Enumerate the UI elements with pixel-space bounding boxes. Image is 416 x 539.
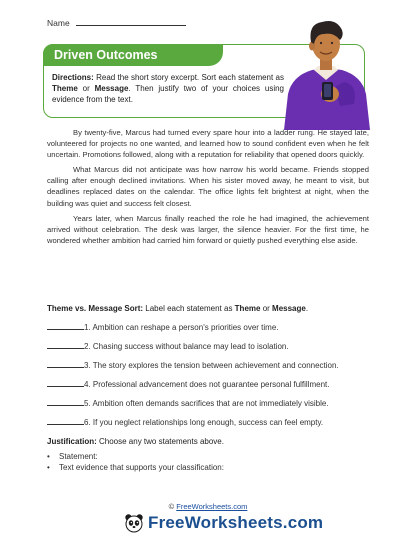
sort-statement <box>47 322 377 341</box>
statement-text: 6. If you neglect relationships long enough, success can feel empty. <box>84 418 324 427</box>
justification-heading-rest: Choose any two statements above. <box>96 437 224 446</box>
brand-name: FreeWorksheets.com <box>148 513 324 532</box>
footer-link[interactable]: FreeWorksheets.com <box>176 502 248 511</box>
answer-blank[interactable] <box>47 360 84 368</box>
answer-blank[interactable] <box>47 398 84 406</box>
directions-label: Directions: <box>52 73 94 82</box>
answer-blank[interactable] <box>47 341 84 349</box>
sort-statement <box>47 341 377 360</box>
story-excerpt <box>47 127 369 250</box>
sort-message-word: Message <box>272 304 306 313</box>
directions-or-word: or <box>77 84 95 94</box>
name-line[interactable] <box>76 18 186 26</box>
statement-text: 2. Chasing success without balance may lead to isolation. <box>84 342 289 351</box>
name-label: Name <box>47 18 70 28</box>
sort-period: . <box>305 304 309 313</box>
directions-theme-word: Theme <box>52 84 78 94</box>
statement-text: 4. Professional advancement does not guarantee personal fulfillment. <box>84 380 330 389</box>
directions-text <box>52 72 284 106</box>
statement-text: 5. Ambition often demands sacrifices that are not immediately visible. <box>84 399 329 408</box>
sort-statement <box>47 417 377 436</box>
panda-icon <box>124 513 144 533</box>
justification-heading <box>47 437 224 446</box>
worksheet-title: Driven Outcomes <box>54 48 158 62</box>
answer-blank[interactable] <box>47 417 84 425</box>
story-paragraph-1: By twenty-five, Marcus had turned every spare hour into a ladder rung. He stayed late, volunteered for projects no one wanted, and learned how to sound confident even when he felt uncertain. Promotions followed, along with a reputation for reliability that opened doors quickly. <box>47 128 369 160</box>
bullet-statement: • Statement: <box>47 452 224 463</box>
directions-part1: Read the short story excerpt. Sort each statement as <box>93 73 284 82</box>
bullet-evidence: • Text evidence that supports your classification: <box>47 463 224 474</box>
story-paragraph-2: What Marcus did not anticipate was how narrow his world became. Friends stopped calling after enough declined invitations. When his sister moved away, he meant to visit, but deadlines replaced dates on the calendar. The office lights felt brightest at night, when the building was quiet and success felt closest. <box>47 165 369 208</box>
person-with-phone-illustration <box>270 6 382 130</box>
statement-text: 1. Ambition can reshape a person's priorities over time. <box>84 323 279 332</box>
brand-logo <box>124 512 323 534</box>
story-paragraph-3: Years later, when Marcus finally reached the role he had imagined, the achievement arrived without celebration. The desk was larger, the silence heavier. For the first time, he wondered whether ambition had carried him forward or quietly pushed everything else aside. <box>47 213 369 245</box>
sort-heading <box>47 304 308 313</box>
sort-statement <box>47 360 377 379</box>
justification-bullets <box>47 452 224 473</box>
sort-or-word: or <box>260 304 273 313</box>
directions-message-word: Message <box>94 84 129 94</box>
sort-heading-bold: Theme vs. Message Sort: <box>47 304 144 313</box>
answer-blank[interactable] <box>47 322 84 330</box>
sort-statement <box>47 398 377 417</box>
directions-part2: . Then justify two of your choices using evidence from the text. <box>52 84 284 105</box>
footer-url <box>0 502 416 511</box>
justification-heading-bold: Justification: <box>47 437 97 446</box>
statement-text: 3. The story explores the tension between achievement and connection. <box>84 361 339 370</box>
sort-statement <box>47 379 377 398</box>
name-field <box>47 18 186 28</box>
copyright-symbol: © <box>168 502 175 511</box>
sort-theme-word: Theme <box>234 304 261 313</box>
sort-heading-rest: Label each statement as <box>143 304 235 313</box>
sort-statements-list <box>47 322 377 436</box>
answer-blank[interactable] <box>47 379 84 387</box>
